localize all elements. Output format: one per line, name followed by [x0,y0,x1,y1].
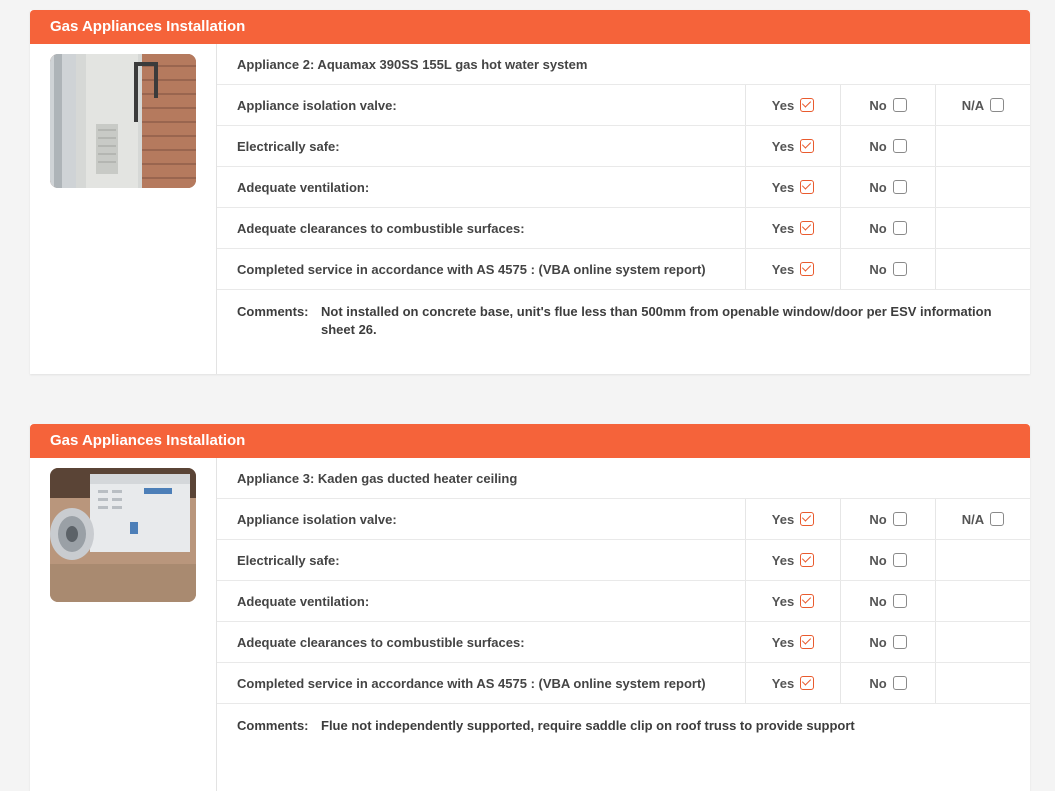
comments-text: Not installed on concrete base, unit's flue less than 500mm from openable window/door per ESV information sheet 26. [321,304,992,337]
checklist-table [217,458,1030,735]
yes-label: Yes [771,138,795,154]
row-label: Electrically safe: [237,138,340,154]
no-checkbox[interactable] [893,676,907,690]
checklist-row [217,663,1030,704]
section-header: Gas Appliances Installation [30,424,1030,458]
row-label: Electrically safe: [237,552,340,568]
na-checkbox[interactable] [990,98,1004,112]
row-label: Completed service in accordance with AS 4575 : (VBA online system report) [237,675,706,691]
no-label: No [869,179,887,195]
no-checkbox[interactable] [893,512,907,526]
no-label: No [869,138,887,154]
yes-label: Yes [771,675,795,691]
no-label: No [869,552,887,568]
no-checkbox[interactable] [893,262,907,276]
section-header: Gas Appliances Installation [30,10,1030,44]
comments [217,704,1030,735]
no-label: No [869,634,887,650]
no-checkbox[interactable] [893,139,907,153]
yes-label: Yes [771,97,795,113]
yes-checkbox[interactable] [800,512,814,526]
yes-checkbox[interactable] [800,676,814,690]
no-checkbox[interactable] [893,98,907,112]
empty-cell [935,249,1030,289]
checklist-row [217,581,1030,622]
appliance-card-1 [30,10,1030,374]
row-label: Adequate ventilation: [237,593,370,609]
row-label: Adequate clearances to combustible surfaces: [237,634,525,650]
yes-checkbox[interactable] [800,180,814,194]
ducted-heater-photo[interactable] [50,468,196,602]
empty-cell [935,208,1030,248]
no-checkbox[interactable] [893,635,907,649]
checklist-row [217,249,1030,290]
checklist-row [217,540,1030,581]
yes-label: Yes [771,220,795,236]
empty-cell [935,126,1030,166]
yes-checkbox[interactable] [800,594,814,608]
no-checkbox[interactable] [893,594,907,608]
yes-label: Yes [771,261,795,277]
row-label: Appliance isolation valve: [237,511,397,527]
empty-cell [935,540,1030,580]
row-label: Appliance isolation valve: [237,97,397,113]
no-checkbox[interactable] [893,180,907,194]
comments-label: Comments: [237,718,309,733]
yes-label: Yes [771,179,795,195]
comments-label: Comments: [237,304,309,319]
yes-checkbox[interactable] [800,221,814,235]
comments-text: Flue not independently supported, require saddle clip on roof truss to provide support [321,718,855,733]
water-heater-photo[interactable] [50,54,196,188]
yes-checkbox[interactable] [800,553,814,567]
checklist-row [217,167,1030,208]
comments [217,290,1030,339]
na-label: N/A [961,97,985,113]
empty-cell [935,622,1030,662]
checklist-table [217,44,1030,339]
empty-cell [935,581,1030,621]
checklist-row [217,126,1030,167]
yes-checkbox[interactable] [800,139,814,153]
checklist-row [217,85,1030,126]
row-label: Completed service in accordance with AS 4575 : (VBA online system report) [237,261,706,277]
checklist-row [217,208,1030,249]
row-label: Adequate clearances to combustible surfaces: [237,220,525,236]
no-label: No [869,675,887,691]
na-label: N/A [961,511,985,527]
yes-label: Yes [771,552,795,568]
photo-column [30,458,217,791]
no-label: No [869,97,887,113]
appliance-title: Appliance 2: Aquamax 390SS 155L gas hot water system [237,56,588,72]
checklist-row [217,499,1030,540]
no-label: No [869,593,887,609]
yes-label: Yes [771,511,795,527]
yes-checkbox[interactable] [800,635,814,649]
yes-label: Yes [771,634,795,650]
empty-cell [935,167,1030,207]
no-checkbox[interactable] [893,221,907,235]
yes-checkbox[interactable] [800,262,814,276]
appliance-title: Appliance 3: Kaden gas ducted heater ceiling [237,470,518,486]
no-label: No [869,220,887,236]
row-label: Adequate ventilation: [237,179,370,195]
yes-checkbox[interactable] [800,98,814,112]
na-checkbox[interactable] [990,512,1004,526]
photo-column [30,44,217,374]
empty-cell [935,663,1030,703]
no-checkbox[interactable] [893,553,907,567]
checklist-row [217,622,1030,663]
no-label: No [869,261,887,277]
no-label: No [869,511,887,527]
appliance-card-2 [30,424,1030,791]
yes-label: Yes [771,593,795,609]
